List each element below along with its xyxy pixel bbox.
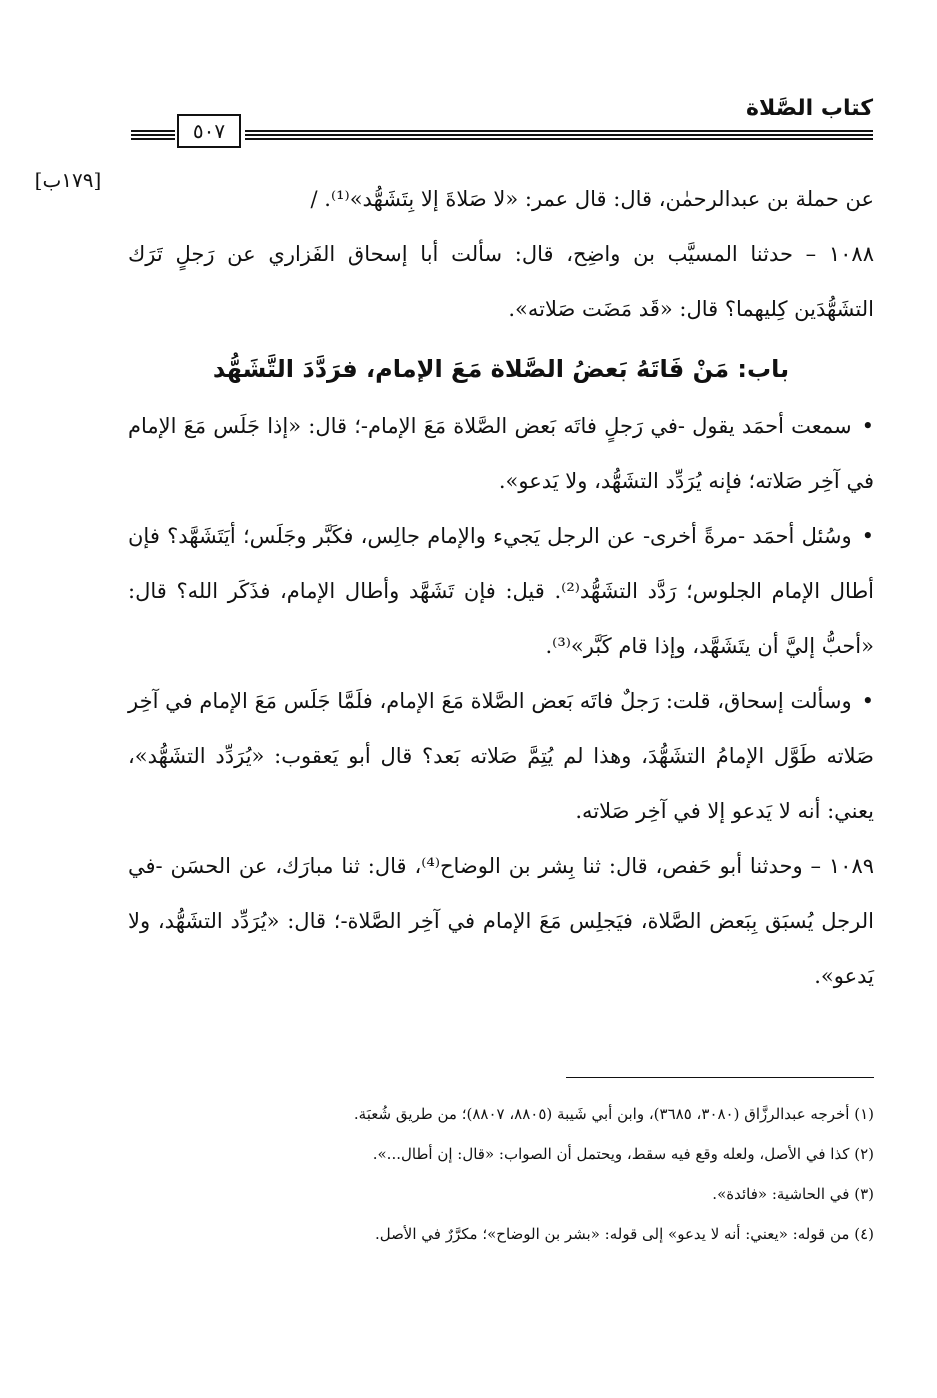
header-rule-left [131, 130, 175, 140]
paragraph: ١٠٨٨ – حدثنا المسيَّب بن واضِح، قال: سألت أبا إسحاق الفَزاري عن رَجلٍ تَرَك التشَهُّدَين كِليهما؟ قال: «قَد مَضَت صَلاته». [128, 242, 874, 321]
page-header [125, 96, 873, 152]
paragraph: ١٠٨٩ – وحدثنا أبو حَفص، قال: ثنا بِشر بن الوضاح⁽⁴⁾، قال: ثنا مبارَك، عن الحسَن -في الرجل يُسبَق بِبَعض الصَّلاة، فيَجلِس مَعَ الإمام في آخِر الصَّلاة-؛ قال: «يُرَدِّد التشَهُّد، ولا يَدعو». [128, 854, 875, 988]
header-rule-right [245, 130, 873, 140]
bullet-icon: • [861, 689, 874, 713]
paragraph [128, 509, 874, 674]
paragraph-text: سمعت أحمَد يقول -في رَجلٍ فاتَه بَعض الصَّلاة مَعَ الإمام-؛ قال: «إذا جَلَس مَعَ الإمام في آخِر صَلاته؛ فإنه يُرَدِّد التشَهُّد، ولا يَدعو». [128, 414, 874, 493]
footnote: (١) أخرجه عبدالرزَّاق (٣٠٨٠، ٣٦٨٥)، وابن أبي شَيبة (٨٨٠٥، ٨٨٠٧)؛ من طريق شُعبَة. [353, 1105, 874, 1123]
paragraph [128, 674, 874, 839]
footnotes [128, 1094, 874, 1254]
main-text [128, 172, 874, 1004]
paragraph-text: وسُئل أحمَد -مرةً أخرى- عن الرجل يَجيء والإمام جالِس، فكَبَّر وجَلَس؛ أيَتَشَهَّد؟ فإن أطال الإمام الجلوس؛ رَدَّد التشَهُّد⁽²⁾. قيل: فإن تَشَهَّد وأطال الإمام، فذَكَر الله؟ قال: «أحبُّ إليَّ أن يتَشَهَّد، وإذا قام كَبَّر»⁽³⁾. [128, 524, 874, 658]
bullet-icon: • [861, 524, 874, 548]
margin-folio-note: [١٧٩ب] [34, 168, 102, 192]
footnote: (٣) في الحاشية: «فائدة». [712, 1185, 874, 1203]
footnote: (٢) كذا في الأصل، ولعله وقع فيه سقط، ويحتمل أن الصواب: «قال: إن أطال...». [372, 1145, 874, 1163]
paragraph: عن حملة بن عبدالرحمٰن، قال: قال عمر: «لا صَلاةَ إلا بِتَشَهُّد»⁽¹⁾. / [310, 187, 874, 211]
footnote: (٤) من قوله: «يعني: أنه لا يدعو» إلى قوله: «بشر بن الوضاح»؛ مكرَّرٌ في الأصل. [374, 1225, 874, 1243]
running-title: كتاب الصَّلاة [746, 96, 873, 121]
bullet-icon: • [861, 414, 874, 438]
page-number: ٥٠٧ [177, 114, 241, 148]
paragraph [128, 399, 874, 509]
chapter-heading: باب: مَنْ فَاتَهُ بَعضُ الصَّلاة مَعَ الإمام، فرَدَّدَ التَّشَهُّد [212, 355, 790, 383]
footnote-separator [566, 1077, 874, 1078]
paragraph-text: وسألت إسحاق، قلت: رَجلٌ فاتَه بَعض الصَّلاة مَعَ الإمام، فلَمَّا جَلَس مَعَ الإمام في آخِر صَلاته طَوَّل الإمامُ التشَهُّدَ، وهذا لم يُتِمَّ صَلاته بَعد؟ قال أبو يَعقوب: «يُرَدِّد التشَهُّد»، يعني: أنه لا يَدعو إلا في آخِر صَلاته. [128, 689, 874, 823]
